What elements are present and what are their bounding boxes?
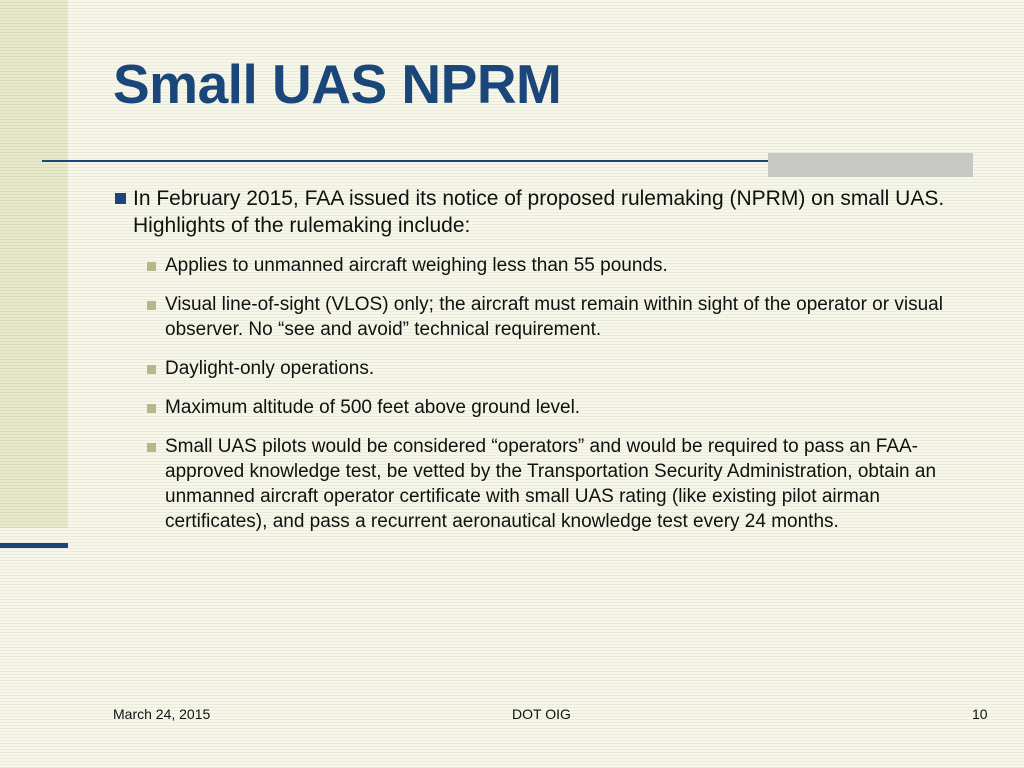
sub-bullet (146, 356, 973, 381)
divider-accent-block (768, 153, 973, 177)
sub-bullet (146, 253, 973, 278)
left-decorative-strip (0, 0, 68, 528)
sub-bullet-text: Applies to unmanned aircraft weighing less than 55 pounds. (165, 255, 668, 276)
slide-content (113, 185, 973, 548)
sub-bullet (146, 292, 973, 342)
slide-title: Small UAS NPRM (113, 53, 562, 115)
main-bullet-text: In February 2015, FAA issued its notice of proposed rulemaking (NPRM) on small UAS. Highlights of the rulemaking include: (133, 187, 945, 237)
sub-bullet-text: Daylight-only operations. (165, 358, 375, 379)
sub-bullet (146, 434, 973, 534)
footer-date: March 24, 2015 (113, 706, 211, 722)
sub-bullet-text: Visual line-of-sight (VLOS) only; the aircraft must remain within sight of the operator or visual observer. No “see and avoid” technical requirement. (165, 294, 943, 340)
square-bullet-icon (115, 193, 126, 204)
square-bullet-icon (147, 404, 156, 413)
square-bullet-icon (147, 443, 156, 452)
left-accent-bar (0, 543, 68, 548)
sub-bullet-text: Small UAS pilots would be considered “operators” and would be required to pass an FAA-approved knowledge test, be vetted by the Transportation Security Administration, obtain an unmanned aircraft operator certificate with small UAS rating (like existing pilot airman certificates), and pass a recurrent aeronautical knowledge test every 24 months. (165, 436, 937, 532)
footer-page-number: 10 (972, 706, 988, 722)
sub-bullet (146, 395, 973, 420)
square-bullet-icon (147, 262, 156, 271)
square-bullet-icon (147, 365, 156, 374)
main-bullet (113, 185, 973, 239)
sub-bullet-text: Maximum altitude of 500 feet above ground level. (165, 397, 581, 418)
footer-organization: DOT OIG (512, 706, 571, 722)
square-bullet-icon (147, 301, 156, 310)
sub-bullet-list (113, 253, 973, 534)
